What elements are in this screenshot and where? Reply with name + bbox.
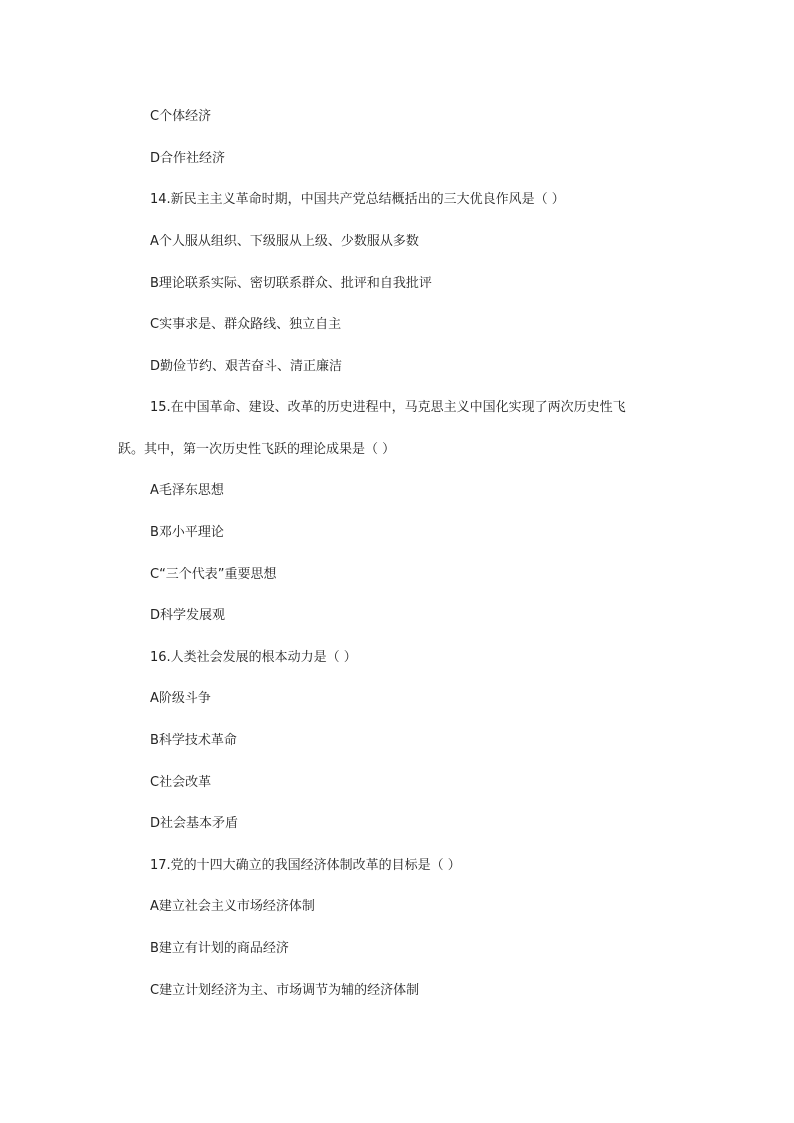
question-16-option-a: A阶级斗争	[150, 691, 211, 706]
question-14-option-a: A个人服从组织、下级服从上级、少数服从多数	[150, 234, 419, 249]
question-15-option-a: A毛泽东思想	[150, 483, 224, 498]
question-17-option-c: C建立计划经济为主、市场调节为辅的经济体制	[150, 983, 420, 998]
question-14-option-b: B理论联系实际、密切联系群众、批评和自我批评	[150, 276, 432, 291]
question-17: 17.党的十四大确立的我国经济体制改革的目标是（ ）	[150, 858, 461, 873]
option-c-individual-economy: C个体经济	[150, 109, 212, 124]
question-14-option-c: C实事求是、群众路线、独立自主	[150, 317, 342, 332]
question-14: 14.新民主主义革命时期，中国共产党总结概括出的三大优良作风是（ ）	[150, 192, 565, 207]
question-15-option-b: B邓小平理论	[150, 525, 224, 540]
question-15-line-1: 15.在中国革命、建设、改革的历史进程中，马克思主义中国化实现了两次历史性飞	[150, 400, 626, 415]
question-15-option-c: C“三个代表”重要思想	[150, 567, 277, 582]
question-15-line-2: 跃。其中，第一次历史性飞跃的理论成果是（ ）	[118, 442, 396, 457]
question-16-option-c: C社会改革	[150, 775, 212, 790]
question-15-option-d: D科学发展观	[150, 608, 226, 623]
question-16-option-b: B科学技术革命	[150, 733, 237, 748]
question-16: 16.人类社会发展的根本动力是（ ）	[150, 650, 357, 665]
question-16-option-d: D社会基本矛盾	[150, 816, 239, 831]
question-17-option-b: B建立有计划的商品经济	[150, 941, 289, 956]
question-14-option-d: D勤俭节约、艰苦奋斗、清正廉洁	[150, 359, 343, 374]
option-d-cooperative-economy: D合作社经济	[150, 151, 226, 166]
question-17-option-a: A建立社会主义市场经济体制	[150, 899, 315, 914]
